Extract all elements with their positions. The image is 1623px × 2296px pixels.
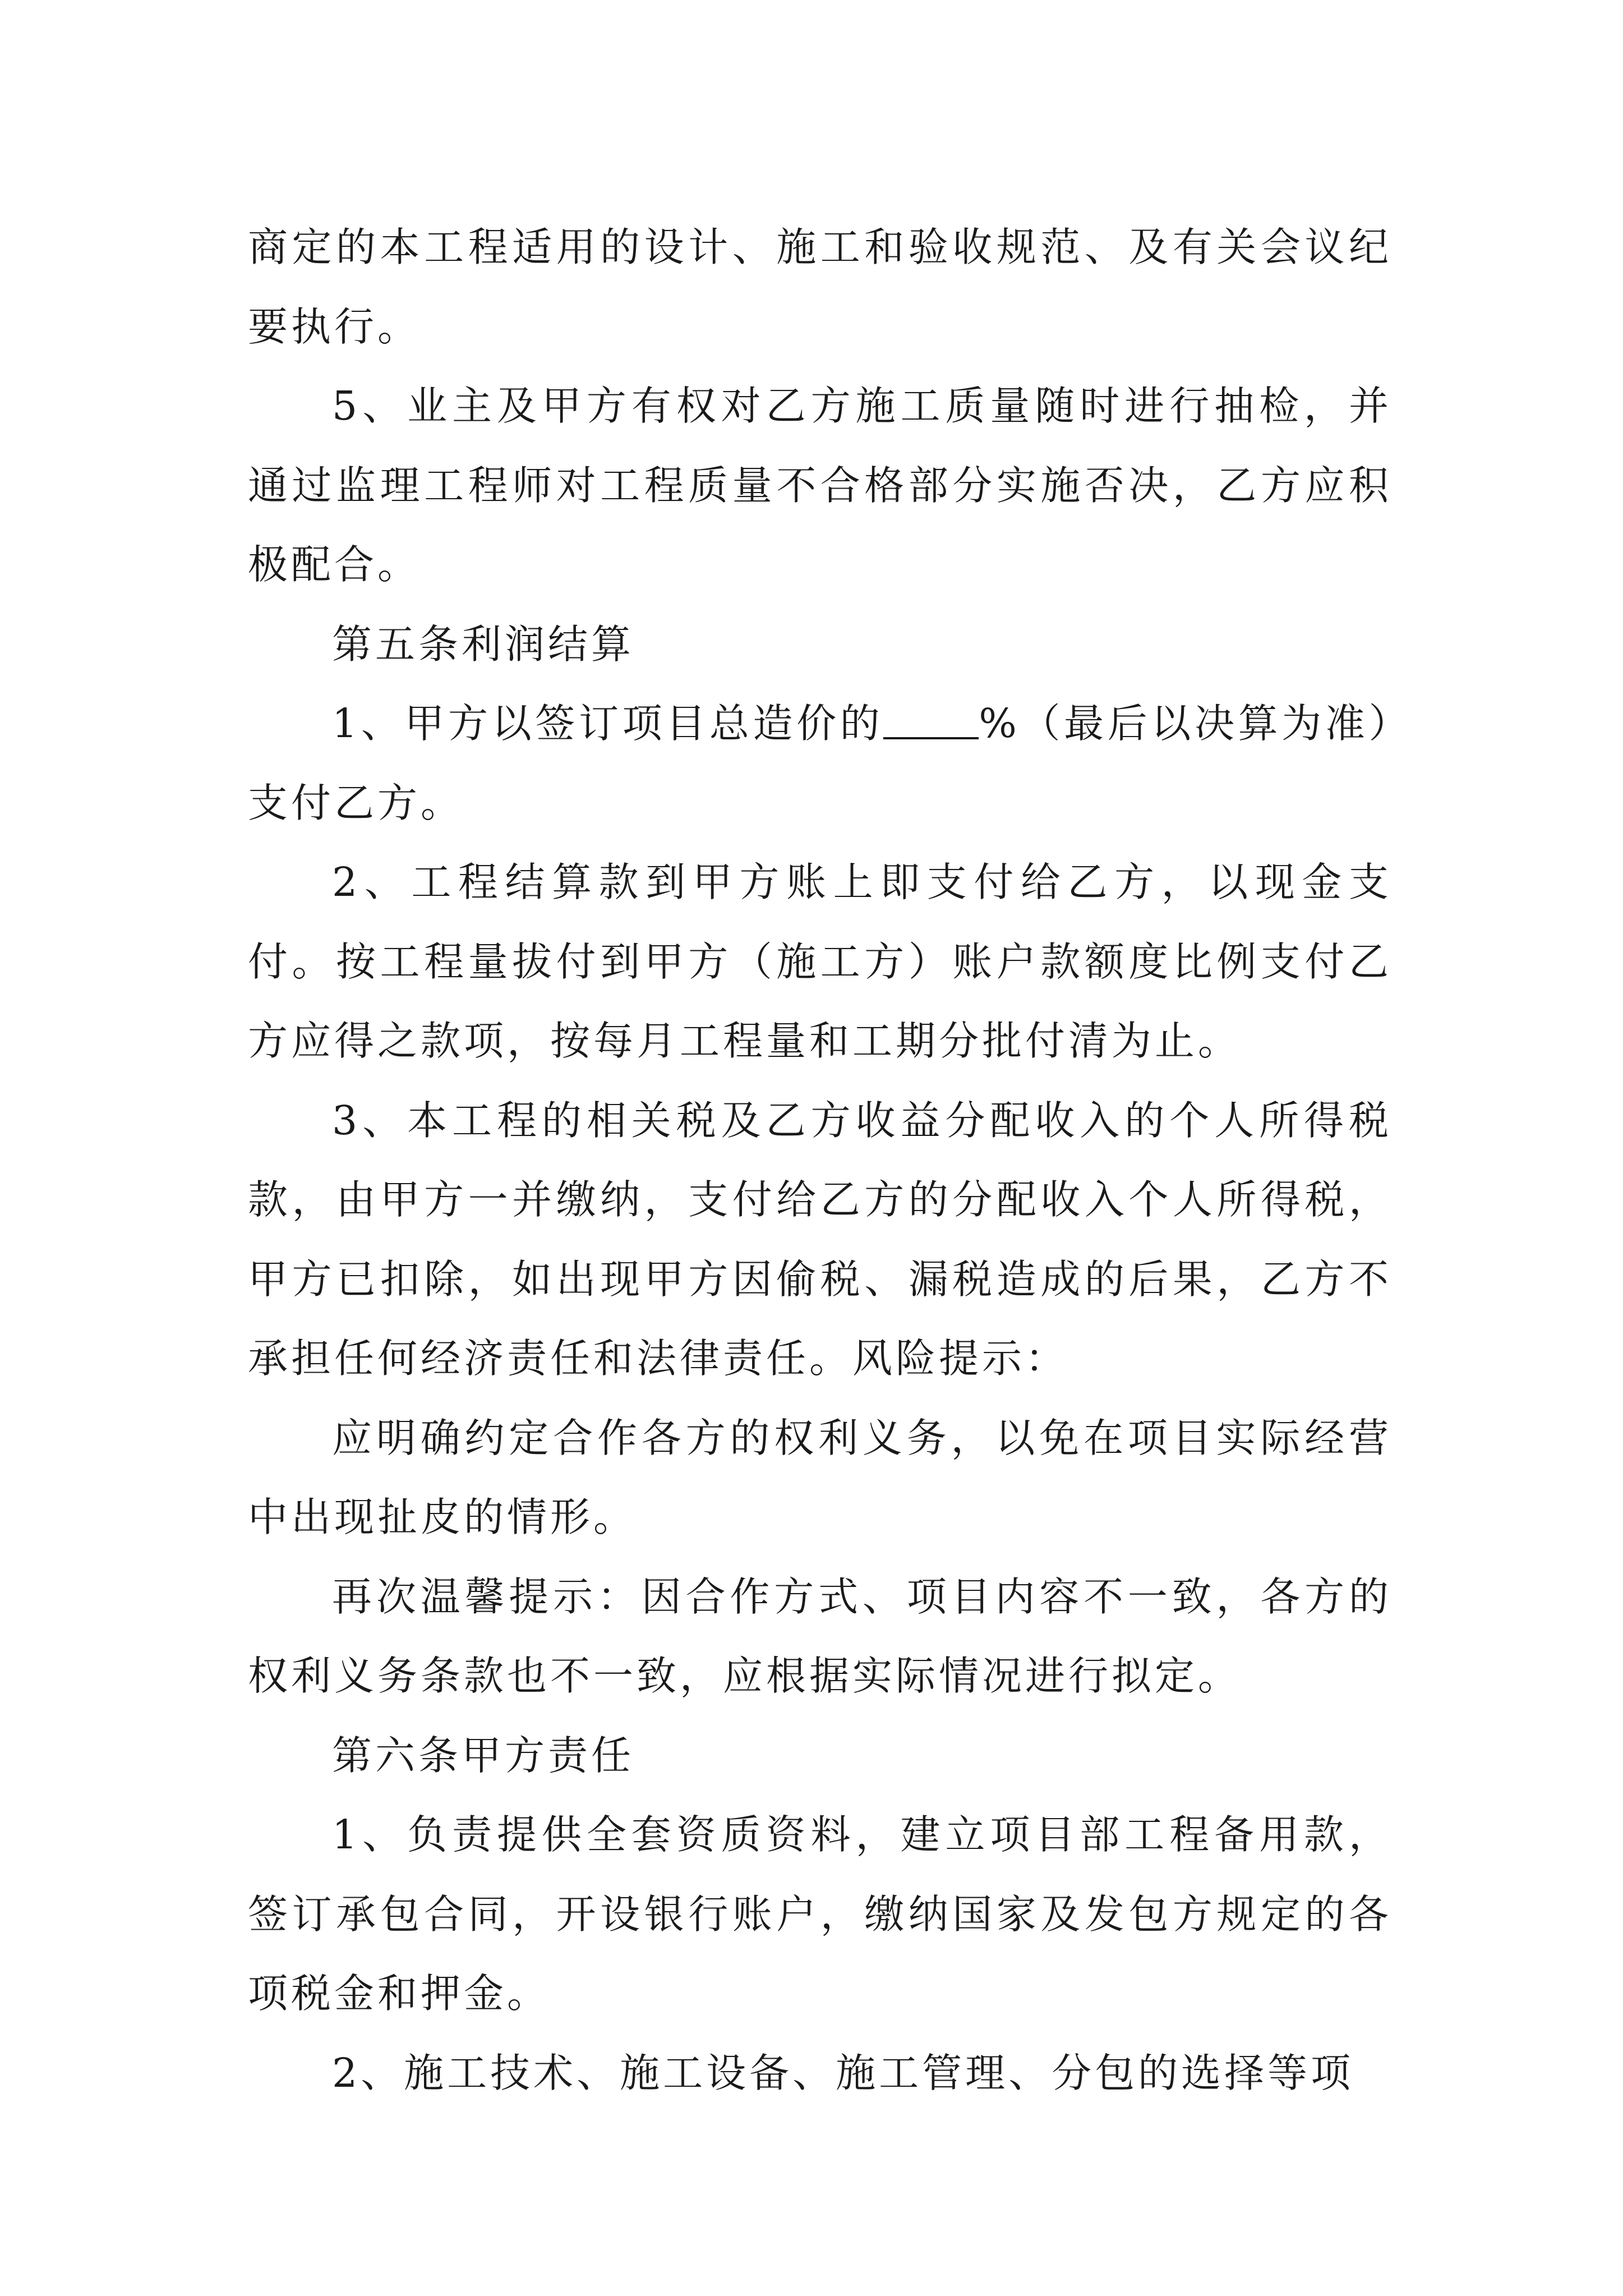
paragraph-profit-item-2: 2、工程结算款到甲方账上即支付给乙方，以现金支付。按工程量拔付到甲方（施工方）账户款额度比例支付乙方应得之款项，按每月工程量和工期分批付清为止。: [248, 859, 1392, 1064]
section-heading-article-6: 第六条甲方责任: [332, 1732, 635, 1779]
paragraph-risk-note: 应明确约定合作各方的权利义务，以免在项目实际经营中出现扯皮的情形。: [248, 1414, 1392, 1540]
paragraph-continuation: 商定的本工程适用的设计、施工和验收规范、及有关会议纪要执行。: [248, 224, 1392, 350]
paragraph-profit-item-1-before: 1、甲方以签订项目总造价的: [332, 700, 884, 747]
paragraph-profit-item-3: 3、本工程的相关税及乙方收益分配收入的个人所得税款，由甲方一并缴纳，支付给乙方的分配收入个人所得税，甲方已扣除，如出现甲方因偷税、漏税造成的后果，乙方不承担任何经济责任和法律责任。风险提示：: [248, 1097, 1392, 1382]
paragraph-item-5: 5、业主及甲方有权对乙方施工质量随时进行抽检，并通过监理工程师对工程质量不合格部分实施否决，乙方应积极配合。: [248, 383, 1392, 588]
document-body: [248, 208, 1392, 2113]
paragraph-reminder: 再次温馨提示：因合作方式、项目内容不一致，各方的权利义务条款也不一致，应根据实际情况进行拟定。: [248, 1573, 1392, 1699]
section-heading-article-5: 第五条利润结算: [332, 620, 635, 668]
fill-in-blank: [883, 697, 979, 739]
paragraph-profit-item-1: [248, 684, 1392, 843]
paragraph-party-a-item-2: 2、施工技术、施工设备、施工管理、分包的选择等项: [332, 2049, 1354, 2096]
paragraph-party-a-item-1: 1、负责提供全套资质资料，建立项目部工程备用款，签订承包合同，开设银行账户，缴纳国家及发包方规定的各项税金和押金。: [248, 1811, 1392, 2017]
paragraph-profit-item-1-after: %（最后以决算为准）支付乙方。: [248, 700, 1392, 826]
